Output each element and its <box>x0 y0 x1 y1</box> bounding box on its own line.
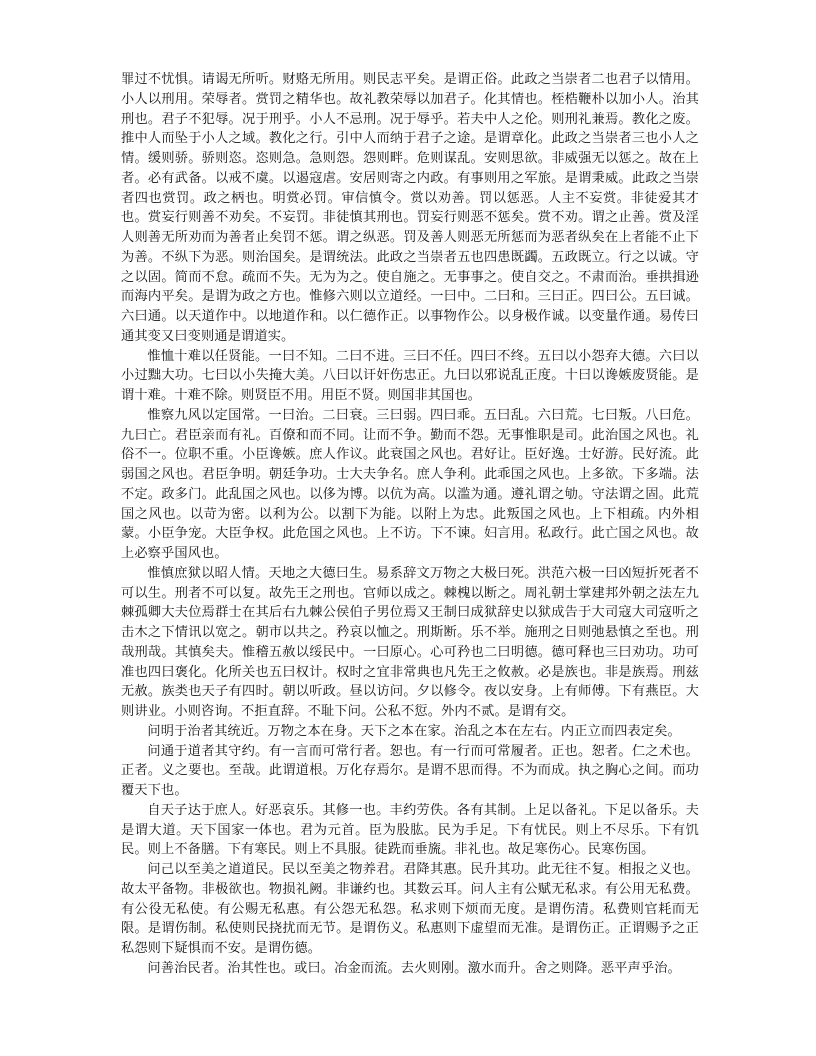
paragraph-7: 自天子达于庶人。好恶哀乐。其修一也。丰约劳佚。各有其制。上足以备礼。下足以备乐。夫是谓大道。天下国家一体也。君为元首。臣为股肱。民为手足。下有忧民。则上不尽乐。下有饥民。则上不备膳。下有寒民。则上不具服。徒跣而垂旒。非礼也。故足寒伤心。民寒伤国。 <box>121 802 699 858</box>
paragraph-1: 罪过不忧惧。请谒无所听。财赂无所用。则民志平矣。是谓正俗。此政之当崇者二也君子以情用。小人以刑用。荣辱者。赏罚之精华也。故礼教荣辱以加君子。化其情也。桎梏鞭朴以加小人。治其刑也。君子不犯辱。况于刑乎。小人不忌刑。况于辱乎。若夫中人之伦。则刑礼兼焉。教化之废。推中人而坠于小人之域。教化之行。引中人而纳于君子之途。是谓章化。此政之当崇者三也小人之情。缓则骄。骄则恣。恣则急。急则怨。怨则畔。危则谋乱。安则思欲。非威强无以惩之。故在上者。必有武备。以戒不虞。以遏寇虐。安居则寄之内政。有事则用之军旅。是谓秉威。此政之当崇者四也赏罚。政之柄也。明赏必罚。审信慎令。赏以劝善。罚以惩恶。人主不妄赏。非徒爱其才也。赏妄行则善不劝矣。不妄罚。非徒慎其刑也。罚妄行则恶不惩矣。赏不劝。谓之止善。赏及淫人则善无所劝而为善者止矣罚不惩。谓之纵恶。罚及善人则恶无所惩而为恶者纵矣在上者能不止下为善。不纵下为恶。则治国矣。是谓统法。此政之当崇者五也四患既蠲。五政既立。行之以诚。守之以固。简而不怠。疏而不失。无为为之。使自施之。无事事之。使自交之。不肃而治。垂拱揖逊而海内平矣。是谓为政之方也。惟修六则以立道经。一曰中。二曰和。三曰正。四曰公。五曰诚。六曰通。以天道作中。以地道作和。以仁德作正。以事物作公。以身极作诚。以变量作通。易传曰通其变又曰变则通是谓道实。 <box>121 72 699 344</box>
paragraph-5: 问明于治者其统近。万物之本在身。天下之本在家。治乱之本在左右。内正立而四表定矣。 <box>147 723 681 739</box>
paragraph-3: 惟察九风以定国常。一曰治。二曰衰。三曰弱。四曰乖。五曰乱。六曰荒。七曰叛。八曰危。九曰亡。君臣亲而有礼。百僚和而不同。让而不争。勤而不怨。无事惟职是司。此治国之风也。礼俗不一。位职不重。小臣谗嫉。庶人作议。此衰国之风也。君好让。臣好逸。士好游。民好流。此弱国之风也。君臣争明。朝廷争功。士大夫争名。庶人争利。此乖国之风也。上多欲。下多端。法不定。政多门。此乱国之风也。以侈为博。以伉为高。以滥为通。遵礼谓之劬。守法谓之固。此荒国之风也。以苛为密。以利为公。以割下为能。以附上为忠。此叛国之风也。上下相疏。内外相蒙。小臣争宠。大臣争权。此危国之风也。上不访。下不谏。妇言用。私政行。此亡国之风也。故上必察乎国风也。 <box>121 407 699 561</box>
paragraph-9: 问善治民者。治其性也。或曰。冶金而流。去火则刚。激水而升。舍之则降。恶平声乎治。 <box>147 960 681 976</box>
paragraph-2: 惟恤十难以任贤能。一曰不知。二曰不进。三曰不任。四曰不终。五曰以小怨弃大德。六曰以小过黜大功。七曰以小失掩大美。八曰以讦奸伤忠正。九曰以邪说乱正度。十曰以谗嫉废贤能。是谓十难。十难不除。则贤臣不用。用臣不贤。则国非其国也。 <box>121 348 699 403</box>
paragraph-4: 惟慎庶狱以昭人情。天地之大德曰生。易系辞文万物之大极曰死。洪范六极一曰凶短折死者不可以生。刑者不可以复。故先王之刑也。官师以成之。棘槐以断之。周礼朝士掌建邦外朝之法左九棘孤卿大夫位焉群士在其后右九棘公侯伯子男位焉又王制曰成狱辞史以狱成告于大司寇大司寇听之击木之下情讯以宽之。朝市以共之。矜哀以恤之。刑斯断。乐不举。施刑之日则弛悬慎之至也。刑哉刑哉。其慎矣夫。惟稽五赦以绥民中。一曰原心。心可矜也二曰明德。德可释也三曰劝功。功可准也四曰褒化。化所关也五曰权计。权时之宜非常典也凡先王之攸赦。必是族也。非是族焉。刑兹无赦。族类也天子有四时。朝以听政。昼以访问。夕以修令。夜以安身。上有师傅。下有燕臣。大则讲业。小则咨询。不拒直辞。不耻下问。公私不愆。外内不贰。是谓有交。 <box>121 565 699 719</box>
paragraph-6: 问通于道者其守约。有一言而可常行者。恕也。有一行而可常履者。正也。恕者。仁之术也。正者。义之要也。至哉。此谓道根。万化存焉尔。是谓不思而得。不为而成。执之胸心之间。而功覆天下也。 <box>121 743 699 798</box>
paragraph-8: 问己以至美之道道民。民以至美之物养君。君降其惠。民升其功。此无往不复。相报之义也。故太平备物。非极欲也。物损礼阙。非谦约也。其数云耳。问人主有公赋无私求。有公用无私费。有公役无私使。有公赐无私惠。有公怨无私怨。私求则下烦而无度。是谓伤清。私费则官耗而无限。是谓伤制。私使则民挠扰而无节。是谓伤义。私惠则下虚望而无准。是谓伤正。正谓赐予之正私怨则下疑惧而不安。是谓伤德。 <box>121 862 699 956</box>
document-page <box>121 70 699 979</box>
